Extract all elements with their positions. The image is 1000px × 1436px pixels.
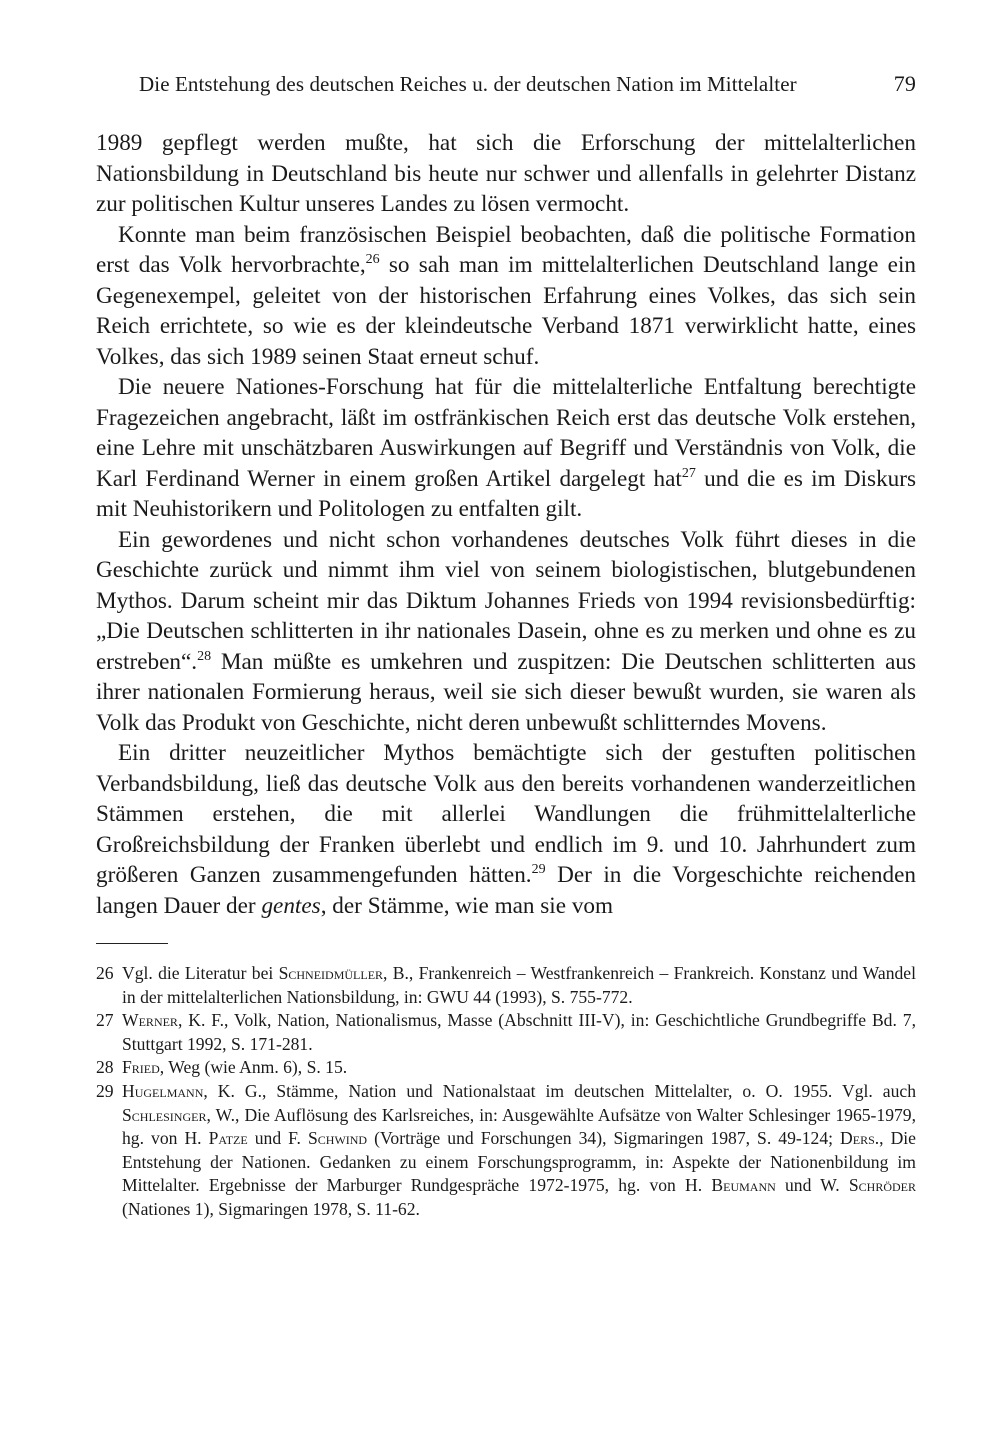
footnotes — [96, 962, 916, 1222]
footnote: 29 Hugelmann, K. G., Stämme, Nation und Nationalstaat im deutschen Mittelalter, o. O. 1955. Vgl. auch Schlesinger, W., Die Auflösung des Karlsreiches, in: Ausgewählte Aufsätze von Walter Schlesinger 1965-1979, hg. von H. Patze und F. Schwind (Vorträge und Forschungen 34), Sigmaringen 1987, S. 49-124; Ders., Die Entstehung der Nationen. Gedanken zu einem Forschungsprogramm, in: Aspekte der Nationenbildung im Mittelalter. Ergebnisse der Marburger Rundgespräche 1972-1975, hg. von H. Beumann und W. Schröder (Nationes 1), Sigmaringen 1978, S. 11-62. — [96, 1080, 916, 1222]
footnote-divider — [96, 943, 168, 944]
paragraph: Ein gewordenes und nicht schon vorhandenes deutsches Volk führt dieses in die Geschichte zurück und nimmt ihm viel von seinem biologistischen, blutgebundenen Mythos. Darum scheint mir das Diktum Johannes Frieds von 1994 revisionsbedürftig: „Die Deutschen schlitterten in ihr nationales Dasein, ohne es zu merken und ohne es zu erstreben“.$^{28}$ Man müßte es umkehren und zuspitzen: Die Deutschen schlitterten aus ihrer nationalen Formierung heraus, weil sie sich dieser bewußt wurden, sie waren als Volk das Produkt von Geschichte, nicht deren unbewußt schlitterndes Movens. — [96, 526, 916, 736]
paragraph: Ein dritter neuzeitlicher Mythos bemächtigte sich der gestuften politischen Verbandsbildung, ließ das deutsche Volk aus den bereits vorhandenen wanderzeitlichen Stämmen erstehen, die mit allerlei Wandlungen die frühmittelalterliche Großreichsbildung der Franken überlebt und endlich im 9. und 10. Jahrhundert zum größeren Ganzen zusammengefunden hätten.$^{29}$ Der in die Vorgeschichte reichenden langen Dauer der gentes, der Stämme, wie man sie vom — [96, 740, 916, 919]
running-title: Die Entstehung des deutschen Reiches u. der deutschen Nation im Mittelalter — [139, 72, 797, 96]
footnote-number: 27 — [96, 1010, 114, 1031]
footnote-number: 28 — [96, 1057, 114, 1078]
footnote-ref[interactable]: 28 — [197, 648, 212, 664]
footnote: 28 Fried, Weg (wie Anm. 6), S. 15. — [96, 1056, 916, 1080]
running-header — [139, 70, 916, 98]
footnote-ref[interactable]: 27 — [681, 465, 696, 481]
footnote: 26 Vgl. die Literatur bei Schneidmüller, B., Frankenreich – Westfrankenreich – Frankreich. Konstanz und Wandel in der mittelalterlichen Nationsbildung, in: GWU 44 (1993), S. 755-772. — [96, 962, 916, 1009]
footnote-number: 26 — [96, 963, 114, 983]
paragraph: Konnte man beim französischen Beispiel beobachten, daß die politische Formation erst das Volk hervorbrachte,$^{26}$ so sah man im mittelalterlichen Deutschland lange ein Gegenexempel, geleitet von der historischen Erfahrung eines Volkes, das sich sein Reich errichtete, so wie es der kleindeutsche Verband 1871 verwirklicht hatte, eines Volkes, das sich 1989 seinen Staat erneut schuf. — [96, 221, 916, 370]
book-page — [96, 70, 916, 1222]
footnote-ref[interactable]: 26 — [365, 252, 380, 267]
footnote-ref[interactable]: 29 — [531, 862, 546, 877]
paragraph: Die neuere Nationes-Forschung hat für die mittelalterliche Entfaltung berechtigte Fragezeichen angebracht, läßt im ostfränkischen Reich erst das deutsche Volk erstehen, eine Lehre mit unschätzbaren Auswirkungen auf Begriff und Verständnis von Volk, die Karl Ferdinand Werner in einem großen Artikel dargelegt hat$^{27}$ und die es im Diskurs mit Neuhistorikern und Politologen zu entfalten gilt. — [96, 374, 916, 522]
main-text — [96, 128, 916, 921]
paragraph: 1989 gepflegt werden mußte, hat sich die Erforschung der mittelalterlichen Nationsbildung in Deutschland bis heute nur schwer und allenfalls in gelehrter Distanz zur politischen Kultur unseres Landes zu lösen vermocht. — [96, 130, 916, 217]
footnote: 27 Werner, K. F., Volk, Nation, Nationalismus, Masse (Abschnitt III-V), in: Geschichtliche Grundbegriffe Bd. 7, Stuttgart 1992, S. 171-281. — [96, 1009, 916, 1056]
footnote-number: 29 — [96, 1080, 114, 1101]
page-number: 79 — [893, 71, 916, 96]
